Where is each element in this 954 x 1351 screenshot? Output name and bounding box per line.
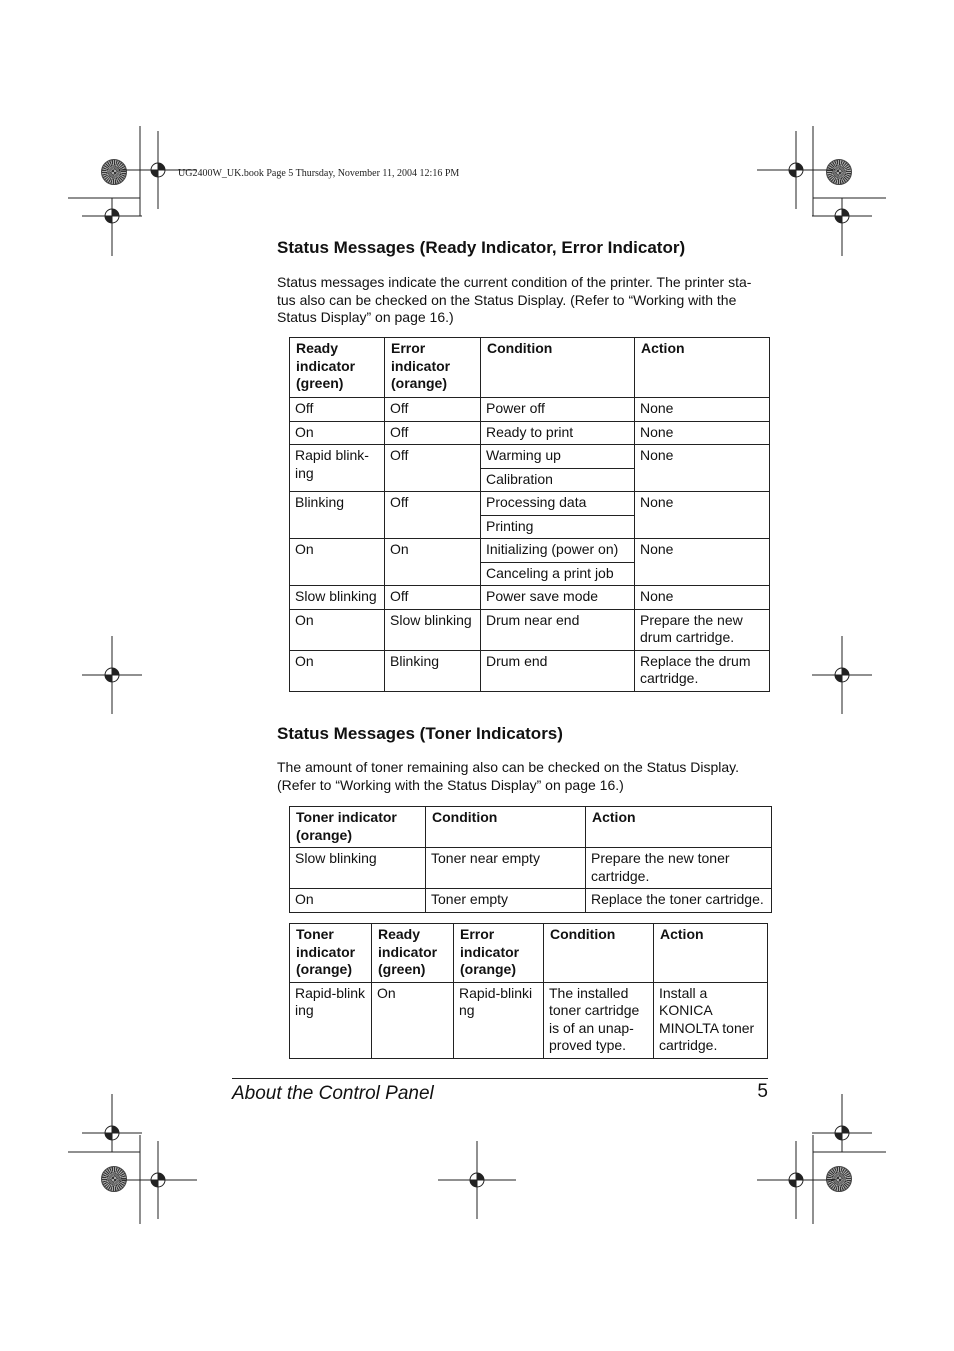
action-cell: None bbox=[635, 539, 770, 586]
condition-cell: Drum end bbox=[481, 650, 635, 691]
status-table-ready-error bbox=[289, 337, 770, 692]
action-cell: None bbox=[635, 492, 770, 539]
action-cell: None bbox=[635, 398, 770, 422]
condition-cell: Initializing (power on) bbox=[481, 539, 635, 563]
toner-cell: Slow blinking bbox=[290, 848, 426, 889]
condition-cell: Canceling a print job bbox=[481, 562, 635, 586]
table-header-row bbox=[290, 807, 772, 848]
action-cell: None bbox=[635, 421, 770, 445]
toner-status-table bbox=[289, 806, 772, 913]
column-header-ready: Ready indicator (green) bbox=[290, 338, 385, 398]
action-cell: None bbox=[635, 586, 770, 610]
condition-cell: Toner near empty bbox=[426, 848, 586, 889]
error-cell: Off bbox=[385, 586, 481, 610]
paragraph-line: tus also can be checked on the Status Display. (Refer to “Working with the bbox=[277, 291, 737, 308]
ready-cell: Off bbox=[290, 398, 385, 422]
condition-cell: Power save mode bbox=[481, 586, 635, 610]
error-cell: On bbox=[385, 539, 481, 586]
table-header-row bbox=[290, 924, 768, 983]
column-header-condition: Condition bbox=[544, 924, 654, 983]
section-heading-toner: Status Messages (Toner Indicators) bbox=[277, 724, 563, 743]
table-row bbox=[290, 889, 772, 913]
error-cell: Slow blinking bbox=[385, 609, 481, 650]
table-row bbox=[290, 421, 770, 445]
toner-cell: On bbox=[290, 889, 426, 913]
error-cell: Off bbox=[385, 421, 481, 445]
footer-rule bbox=[232, 1078, 768, 1079]
section1-paragraph bbox=[277, 274, 751, 327]
column-header-error: Error indicator (orange) bbox=[454, 924, 544, 983]
column-header-action: Action bbox=[635, 338, 770, 398]
section-heading-ready-error: Status Messages (Ready Indicator, Error Indicator) bbox=[277, 238, 686, 257]
error-cell: Off bbox=[385, 492, 481, 539]
ready-cell: Rapid blink-ing bbox=[290, 445, 385, 492]
condition-cell: Printing bbox=[481, 515, 635, 539]
action-cell: Replace the drum cartridge. bbox=[635, 650, 770, 691]
table-row bbox=[290, 848, 772, 889]
table-row bbox=[290, 398, 770, 422]
column-header-error: Error indicator (orange) bbox=[385, 338, 481, 398]
condition-cell: Toner empty bbox=[426, 889, 586, 913]
table-row bbox=[290, 609, 770, 650]
condition-cell: Processing data bbox=[481, 492, 635, 516]
column-header-ready: Ready indicator (green) bbox=[372, 924, 454, 983]
ready-cell: On bbox=[290, 421, 385, 445]
error-cell: Off bbox=[385, 398, 481, 422]
condition-cell: Power off bbox=[481, 398, 635, 422]
ready-cell: On bbox=[290, 650, 385, 691]
ready-cell: On bbox=[290, 539, 385, 586]
action-cell: Install a KONICA MINOLTA toner cartridge. bbox=[654, 982, 768, 1058]
book-header-text: UG2400W_UK.book Page 5 Thursday, November 11, 2004 12:16 PM bbox=[178, 168, 460, 179]
column-header-toner: Toner indicator (orange) bbox=[290, 807, 426, 848]
table-row bbox=[290, 982, 768, 1058]
paragraph-line: Status Display” on page 16.) bbox=[277, 309, 454, 325]
column-header-action: Action bbox=[586, 807, 772, 848]
paragraph-line: Status messages indicate the current condition of the printer. The printer sta- bbox=[277, 274, 752, 290]
toner-error-table bbox=[289, 923, 768, 1059]
error-cell: Blinking bbox=[385, 650, 481, 691]
footer-chapter-title: About the Control Panel bbox=[232, 1083, 434, 1104]
paragraph-line: (Refer to “Working with the Status Display” on page 16.) bbox=[277, 776, 624, 793]
table-header-row bbox=[290, 338, 770, 398]
condition-cell: Drum near end bbox=[481, 609, 635, 650]
column-header-condition: Condition bbox=[481, 338, 635, 398]
table-row bbox=[290, 650, 770, 691]
ready-cell: Slow blinking bbox=[290, 586, 385, 610]
column-header-toner: Toner indicator (orange) bbox=[290, 924, 372, 983]
table-row bbox=[290, 492, 770, 516]
action-cell: Prepare the new toner cartridge. bbox=[586, 848, 772, 889]
ready-cell: Blinking bbox=[290, 492, 385, 539]
ready-cell: On bbox=[290, 609, 385, 650]
condition-cell: Ready to print bbox=[481, 421, 635, 445]
page-number: 5 bbox=[757, 1081, 768, 1102]
ready-cell: On bbox=[372, 982, 454, 1058]
section2-paragraph bbox=[277, 759, 739, 794]
action-cell: Prepare the new drum cartridge. bbox=[635, 609, 770, 650]
error-cell: Off bbox=[385, 445, 481, 492]
table-row bbox=[290, 445, 770, 469]
toner-cell: Rapid-blinking bbox=[290, 982, 372, 1058]
table-row bbox=[290, 539, 770, 563]
condition-cell: Warming up bbox=[481, 445, 635, 469]
condition-cell: Calibration bbox=[481, 468, 635, 492]
column-header-action: Action bbox=[654, 924, 768, 983]
condition-cell: The installed toner cartridge is of an unap-proved type. bbox=[544, 982, 654, 1058]
error-cell: Rapid-blinking bbox=[454, 982, 544, 1058]
action-cell: Replace the toner cartridge. bbox=[586, 889, 772, 913]
column-header-condition: Condition bbox=[426, 807, 586, 848]
paragraph-line: The amount of toner remaining also can be checked on the Status Display. bbox=[277, 759, 740, 775]
table-row bbox=[290, 586, 770, 610]
action-cell: None bbox=[635, 445, 770, 492]
